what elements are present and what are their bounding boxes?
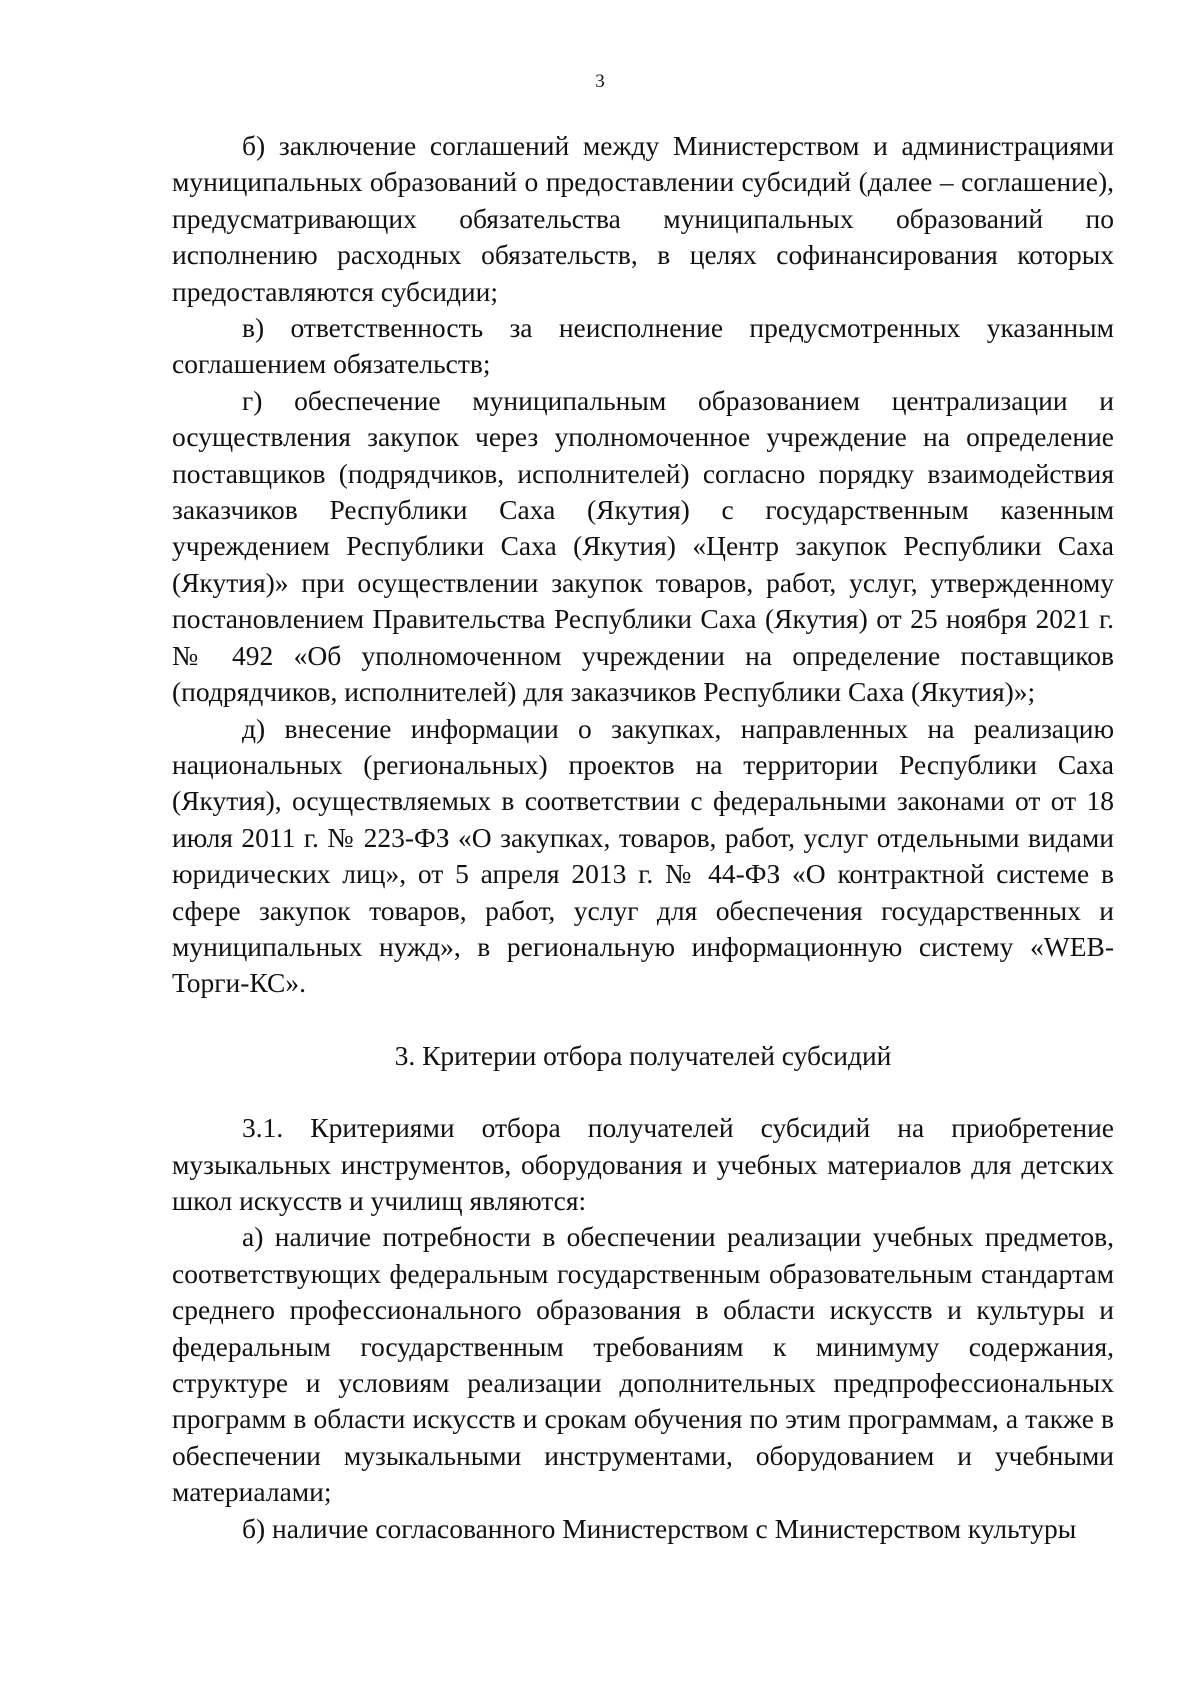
paragraph-d-procurement-information: д) внесение информации о закупках, направленных на реализацию национальных (региональных) проектов на территории Республики Саха (Якутия), осуществляемых в соответствии с федеральными законами от от 18 июля 2011 г. № 223-ФЗ «О закупках, товаров, работ, услуг отдельными видами юридических лиц», от 5 апреля 2013 г. № 44-ФЗ «О контрактной системе в сфере закупок товаров, работ, услуг для обеспечения государственных и муниципальных нужд», в региональную информационную систему «WEB-Торги-КС». — [172, 712, 1114, 999]
paragraph-3-1-criteria: 3.1. Критериями отбора получателей субсидий на приобретение музыкальных инструментов, оборудования и учебных материалов для детских школ искусств и училищ являются: — [172, 1112, 1114, 1216]
paragraph-v-responsibility: в) ответственность за неисполнение предусмотренных указанным соглашением обязательств; — [172, 312, 1114, 380]
paragraph-b-agreed: б) наличие согласованного Министерством с Министерством культуры — [242, 1512, 1077, 1544]
paragraph-b-agreements: б) заключение соглашений между Министерством и администрациями муниципальных образований о предоставлении субсидий (далее – соглашение), предусматривающих обязательства муниципальных образований по исполнению расходных обязательств, в целях софинансирования которых предоставляются субсидии; — [172, 130, 1114, 307]
paragraph-a-need: а) наличие потребности в обеспечении реализации учебных предметов, соответствующих федеральным государственным образовательным стандартам среднего профессионального образования в области искусств и культуры и федеральным государственным требованиям к минимуму содержания, структуре и условиям реализации дополнительных предпрофессиональных программ в области искусств и срокам обучения по этим программам, а также в обеспечении музыкальными инструментами, оборудованием и учебными материалами; — [172, 1221, 1114, 1508]
page-number: 3 — [595, 71, 605, 92]
section-heading: 3. Критерии отбора получателей субсидий — [394, 1039, 892, 1071]
document-body — [172, 128, 1114, 1547]
paragraph-g-procurement-centralization: г) обеспечение муниципальным образованием централизации и осуществления закупок через уполномоченное учреждение на определение поставщиков (подрядчиков, исполнителей) согласно порядку взаимодействия заказчиков Республики Саха (Якутия) с государственным казенным учреждением Республики Саха (Якутия) «Центр закупок Республики Саха (Якутия)» при осуществлении закупок товаров, работ, услуг, утвержденному постановлением Правительства Республики Саха (Якутия) от 25 ноября 2021 г. № 492 «Об уполномоченном учреждении на определение поставщиков (подрядчиков, исполнителей) для заказчиков Республики Саха (Якутия)»; — [172, 384, 1114, 708]
